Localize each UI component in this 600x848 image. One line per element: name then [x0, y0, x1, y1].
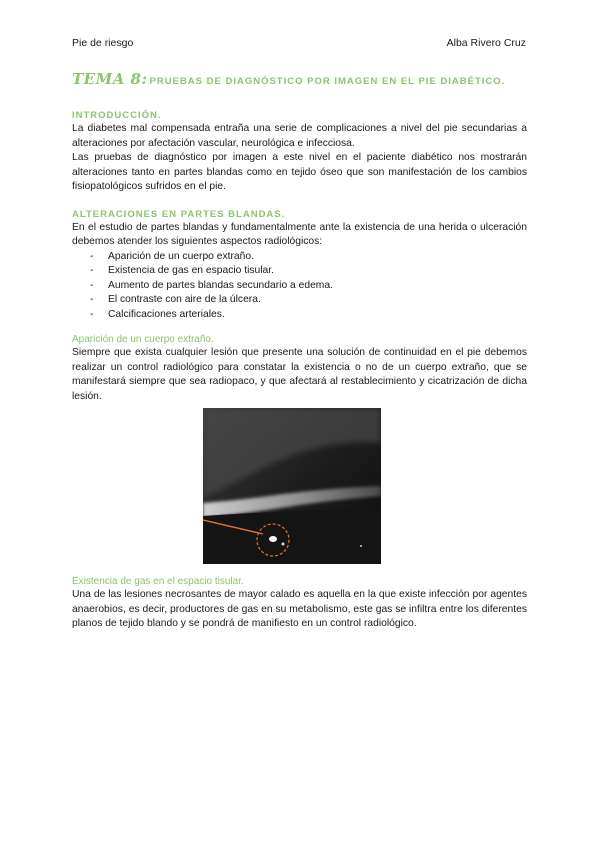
list-item: - El contraste con aire de la úlcera. [90, 294, 261, 305]
list-item: - Calcificaciones arteriales. [90, 308, 225, 320]
document-title [72, 70, 527, 88]
tema-label: TEMA 8: [72, 70, 148, 88]
xray-image [203, 408, 381, 564]
list-item: - Existencia de gas en espacio tisular. [90, 265, 274, 276]
soft-tissue-list [72, 250, 527, 323]
content [72, 70, 527, 632]
intro-paragraph-2: Las pruebas de diagnóstico por imagen a este nivel en el paciente diabético nos mostrarán alteraciones tanto en partes blandas como en tejido óseo que son manifestación de los cambios fisiopatológicos sufridos en el pie. [72, 152, 527, 192]
foreign-body-paragraph: Siempre que exista cualquier lesión que presente una solución de continuidad en el pie debemos realizar un control radiológico para constatar la existencia o no de un cuerpo extraño, que se manifestará siempre que sea radiopaco, y que afectará al restablecimiento y cicatrización de dicha lesión. [72, 347, 527, 402]
foreign-body-heading: Aparición de un cuerpo extraño. [72, 334, 214, 345]
title-text: PRUEBAS DE DIAGNÓSTICO POR IMAGEN EN EL PIE DIABÉTICO. [149, 76, 506, 87]
list-item: - Aumento de partes blandas secundario a edema. [90, 279, 333, 291]
soft-tissue-heading: ALTERACIONES EN PARTES BLANDAS. [72, 208, 286, 220]
soft-tissue-paragraph: En el estudio de partes blandas y fundamentalmente ante la existencia de una herida o ulceración debemos atender los siguientes aspectos radiológicos: [72, 221, 527, 247]
header-left: Pie de riesgo [72, 37, 134, 49]
foreign-body-marker [269, 536, 277, 542]
gas-paragraph: Una de las lesiones necrosantes de mayor calado es aquella en la que existe infección por agentes anaerobios, es decir, productores de gas en su metabolismo, este gas se infiltra entre los diferentes planos de tejido blando y se pondrá de manifiesto en un control radiológico. [72, 589, 527, 629]
gas-heading: Existencia de gas en el espacio tisular. [72, 576, 244, 587]
intro-heading: INTRODUCCIÓN. [72, 110, 162, 121]
intro-paragraph-1: La diabetes mal compensada entraña una serie de complicaciones a nivel del pie secundarias a alteraciones por afectación vascular, neurológica e infecciosa. [72, 123, 527, 149]
list-item: - Aparición de un cuerpo extraño. [90, 250, 254, 262]
xray-foreign-body-figure [203, 408, 381, 564]
header-right: Alba Rivero Cruz [446, 37, 526, 49]
